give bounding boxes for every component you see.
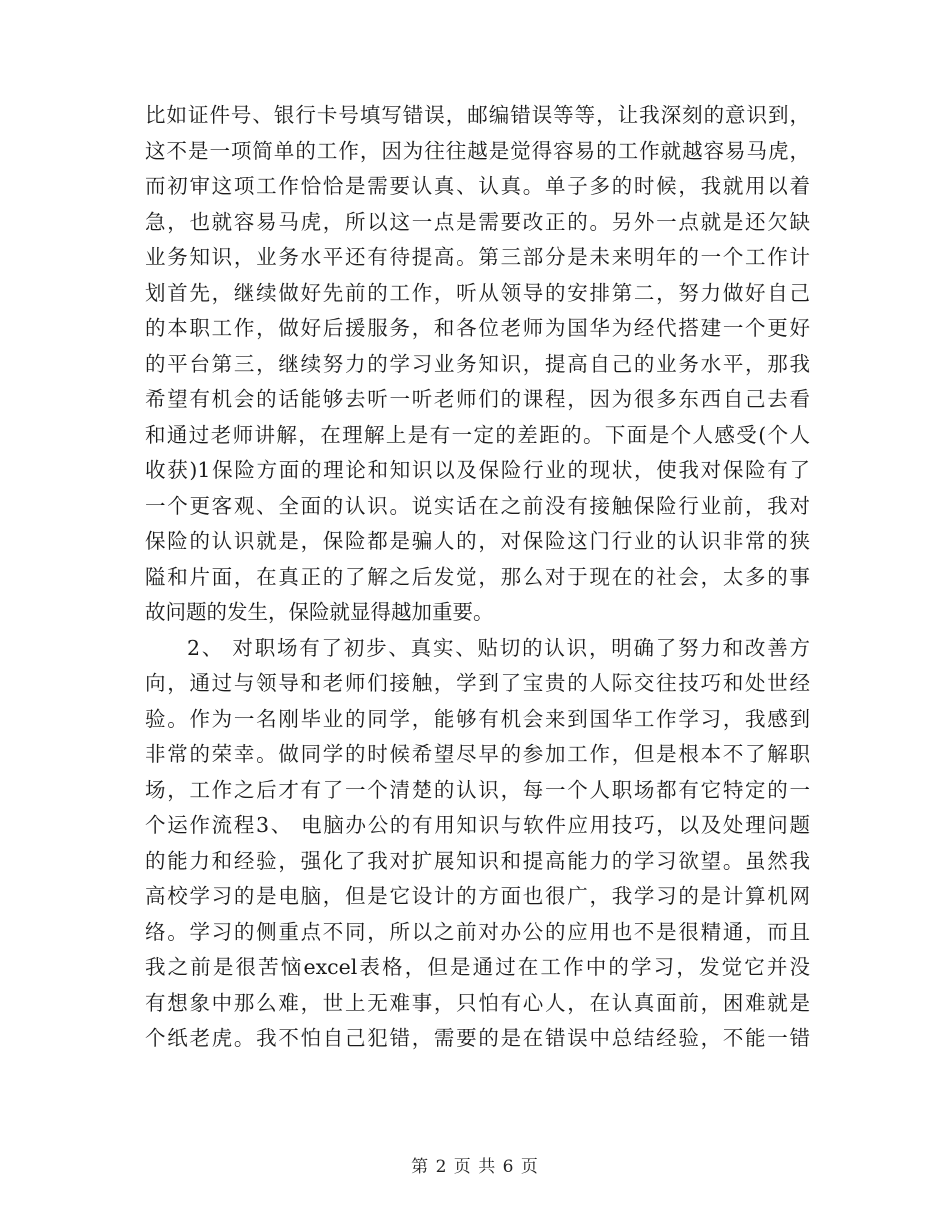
text-line: 希望有机会的话能够去听一听老师们的课程，因为很多东西自己去看 xyxy=(145,387,810,411)
text-line: 2、 对职场有了初步、真实、贴切的认识，明确了努力和改善方 xyxy=(187,635,810,660)
text-line: 隘和片面，在真正的了解之后发觉，那么对于现在的社会，太多的事 xyxy=(145,564,810,589)
text-line: 个运作流程3、 电脑办公的有用知识与软件应用技巧，以及处理问题 xyxy=(145,813,810,837)
text-line: 的本职工作，做好后援服务，和各位老师为国华为经代搭建一个更好 xyxy=(145,316,810,340)
text-line: 的能力和经验，强化了我对扩展知识和提高能力的学习欲望。虽然我 xyxy=(145,848,810,873)
text-line: 有想象中那么难，世上无难事，只怕有心人，在认真面前，困难就是 xyxy=(145,990,810,1015)
document-body xyxy=(145,98,810,1057)
paragraph-1 xyxy=(145,98,810,631)
text-line: 的平台第三，继续努力的学习业务知识，提高自己的业务水平，那我 xyxy=(145,351,810,376)
text-line: 故问题的发生，保险就显得越加重要。 xyxy=(145,600,494,624)
text-line: 保险的认识就是，保险都是骗人的，对保险这门行业的认识非常的狭 xyxy=(145,529,810,553)
text-line: 和通过老师讲解，在理解上是有一定的差距的。下面是个人感受(个人 xyxy=(145,422,810,447)
text-line: 而初审这项工作恰恰是需要认真、认真。单子多的时候，我就用以着 xyxy=(145,174,810,198)
text-line: 业务知识，业务水平还有待提高。第三部分是未来明年的一个工作计 xyxy=(145,245,810,269)
text-line: 高校学习的是电脑，但是它设计的方面也很广，我学习的是计算机网 xyxy=(145,884,810,908)
text-line: 我之前是很苦恼excel表格，但是通过在工作中的学习，发觉它并没 xyxy=(145,955,810,979)
paragraph-2 xyxy=(145,631,810,1057)
text-line: 划首先，继续做好先前的工作，听从领导的安排第二，努力做好自己 xyxy=(145,280,810,305)
text-line: 一个更客观、全面的认识。说实话在之前没有接触保险行业前，我对 xyxy=(145,493,810,518)
text-line: 场，工作之后才有了一个清楚的认识，每一个人职场都有它特定的一 xyxy=(145,777,810,802)
text-line: 收获)1保险方面的理论和知识以及保险行业的现状，使我对保险有了 xyxy=(145,458,810,482)
text-line: 络。学习的侧重点不同，所以之前对办公的应用也不是很精通，而且 xyxy=(145,919,810,944)
text-line: 验。作为一名刚毕业的同学，能够有机会来到国华工作学习，我感到 xyxy=(145,706,810,731)
text-line: 比如证件号、银行卡号填写错误，邮编错误等等，让我深刻的意识到， xyxy=(145,103,810,127)
text-line: 个纸老虎。我不怕自己犯错，需要的是在错误中总结经验，不能一错 xyxy=(145,1026,810,1050)
page-number-footer: 第 2 页 共 6 页 xyxy=(411,1157,539,1177)
text-line: 这不是一项简单的工作，因为往往越是觉得容易的工作就越容易马虎， xyxy=(145,138,810,163)
text-line: 非常的荣幸。做同学的时候希望尽早的参加工作，但是根本不了解职 xyxy=(145,742,810,766)
text-line: 向，通过与领导和老师们接触，学到了宝贵的人际交往技巧和处世经 xyxy=(145,671,810,695)
text-line: 急，也就容易马虎，所以这一点是需要改正的。另外一点就是还欠缺 xyxy=(145,209,810,234)
